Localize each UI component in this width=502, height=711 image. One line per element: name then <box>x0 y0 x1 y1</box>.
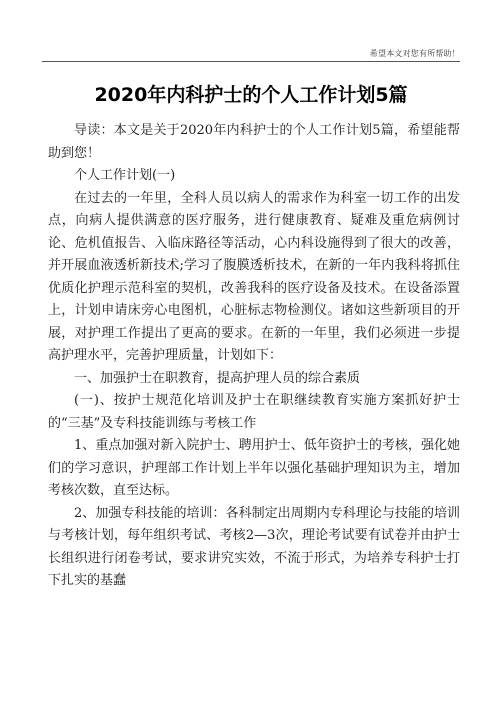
document-title: 2020年内科护士的个人工作计划5篇 <box>94 84 408 106</box>
section-heading-plan-one: 个人工作计划(一) <box>74 168 176 183</box>
section-heading-education: 一、加强护士在职教育，提高护理人员的综合素质 <box>74 370 361 386</box>
header-note: 希望本文对您有所帮助！ <box>369 49 460 58</box>
paragraph-intro: 导读：本文是关于2020年内科护士的个人工作计划5篇，希望能帮助到您！ <box>48 123 460 161</box>
paragraph-item-1: 1、重点加强对新入院护士、聘用护士、低年资护士的考核，强化她们的学习意识，护理部工作计划上半年以强化基础护理知识为主，增加考核次数，直至达标。 <box>48 438 460 498</box>
header-divider <box>42 61 460 62</box>
subsection-heading-training: (一)、按护士规范化培训及护士在职继续教育实施方案抓好护士的“三基”及专科技能训练与考核工作 <box>48 393 460 431</box>
paragraph-item-2: 2、加强专科技能的培训：各科制定出周期内专科理论与技能的培训与考核计划，每年组织考试、考核2—3次，理论考试要有试卷并由护士长组织进行闭卷考试，要求讲究实效，不流于形式，为培养专科护士打下扎实的基蠢 <box>48 505 460 588</box>
paragraph-overview: 在过去的一年里，全科人员以病人的需求作为科室一切工作的出发点，向病人提供满意的医疗服务，进行健康教育、疑难及重危病例讨论、危机值报告、入临床路径等活动，心内科设施得到了很大的改善，并开展血液透析新技术;学习了腹膜透析技术，在新的一年内我科将抓住优质化护理示范科室的契机，改善我科的医疗设备及技术。在设备添置上，计划申请床旁心电图机，心脏标志物检测仪。诸如这些新项目的开展，对护理工作提出了更高的要求。在新的一年里，我们必须进一步提高护理水平，完善护理质量，计划如下： <box>48 190 460 363</box>
document-body <box>48 120 460 593</box>
